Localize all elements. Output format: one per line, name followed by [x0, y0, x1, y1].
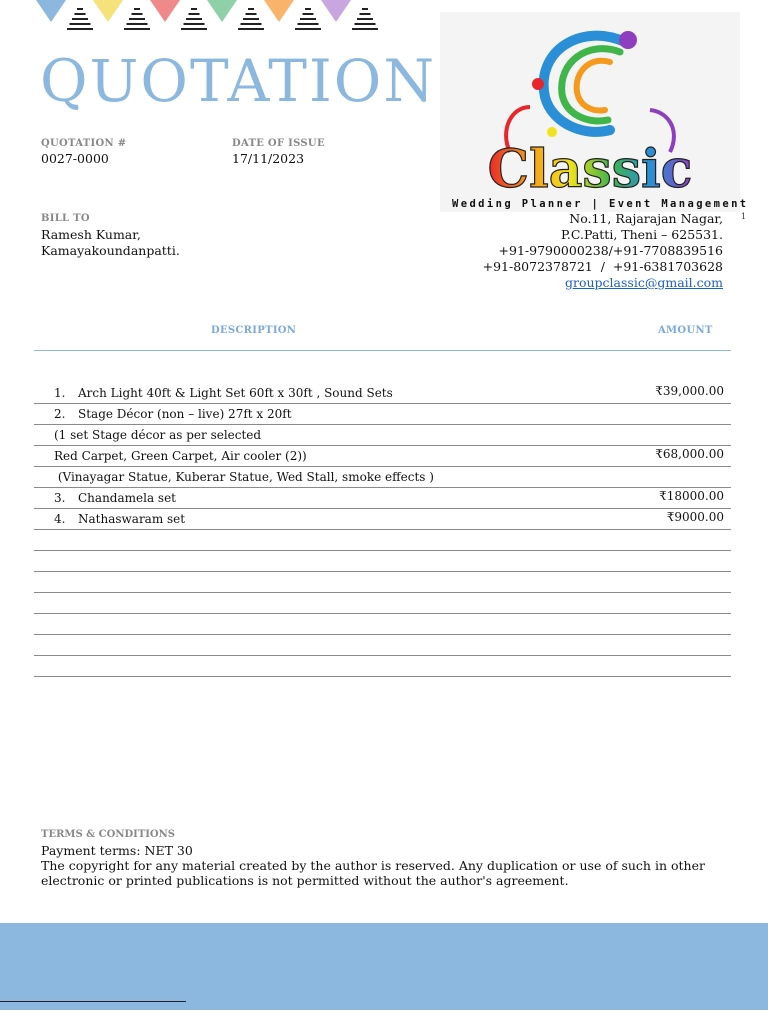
company-address — [483, 211, 723, 291]
bunting-flag — [264, 0, 294, 22]
table-row — [34, 509, 731, 530]
pyramid-icon — [181, 8, 207, 32]
item-description — [54, 512, 185, 526]
table-row — [34, 488, 731, 509]
pyramid-icon — [295, 8, 321, 32]
item-text: Red Carpet, Green Carpet, Air cooler (2)) — [54, 449, 307, 463]
terms-label: TERMS & CONDITIONS — [41, 829, 176, 840]
table-row — [34, 383, 731, 404]
phone-line-2: +91-8072378721 / +91-6381703628 — [482, 259, 723, 274]
item-number: 4. — [54, 512, 66, 526]
bill-to-label: BILL TO — [41, 213, 90, 224]
payment-terms: Payment terms: NET 30 — [41, 843, 193, 858]
item-description — [54, 386, 393, 400]
header-rule — [34, 350, 731, 351]
item-description — [54, 470, 434, 484]
item-text: Nathaswaram set — [78, 512, 186, 526]
pyramid-icon — [67, 8, 93, 32]
bunting-flag — [93, 0, 123, 22]
item-amount: ₹9000.00 — [666, 510, 724, 524]
pyramid-icon — [124, 8, 150, 32]
description-header: DESCRIPTION — [211, 325, 297, 336]
document-title: QUOTATION — [40, 47, 437, 115]
table-row — [34, 656, 731, 677]
item-description — [54, 491, 176, 505]
table-row — [34, 467, 731, 488]
bunting-flag — [36, 0, 66, 22]
item-number: 1. — [54, 386, 66, 400]
table-row — [34, 572, 731, 593]
table-row — [34, 446, 731, 467]
address-line-1: No.11, Rajarajan Nagar, — [569, 211, 723, 226]
terms-text — [41, 843, 721, 888]
item-description — [54, 449, 307, 463]
amount-header: AMOUNT — [658, 325, 713, 336]
item-amount: ₹68,000.00 — [655, 447, 724, 461]
pyramid-icon — [238, 8, 264, 32]
table-row — [34, 425, 731, 446]
table-row — [34, 404, 731, 425]
company-logo — [440, 12, 740, 212]
item-text: Arch Light 40ft & Light Set 60ft x 30ft , Sound Sets — [78, 386, 393, 400]
bill-to-name: Ramesh Kumar, — [41, 227, 141, 242]
quotation-number-label: QUOTATION # — [41, 138, 127, 149]
footnote-rule — [0, 1001, 186, 1002]
item-text: Stage Décor (non – live) 27ft x 20ft — [78, 407, 292, 421]
item-amount: ₹39,000.00 — [655, 384, 724, 398]
date-label: DATE OF ISSUE — [232, 138, 325, 149]
table-row — [34, 530, 731, 551]
email-link[interactable]: groupclassic@gmail.com — [565, 275, 723, 290]
footer-band — [0, 923, 768, 1010]
item-description — [54, 428, 261, 442]
phone-line-1: +91-9790000238/+91-7708839516 — [498, 243, 723, 258]
bill-to-place: Kamayakoundanpatti. — [41, 243, 180, 258]
table-row — [34, 593, 731, 614]
table-row — [34, 614, 731, 635]
address-line-2: P.C.Patti, Theni – 625531. — [561, 227, 723, 242]
item-description — [54, 407, 292, 421]
logo-wordmark: Classic — [487, 139, 693, 200]
item-amount: ₹18000.00 — [659, 489, 724, 503]
pyramid-icon — [352, 8, 378, 32]
item-text: (1 set Stage décor as per selected — [54, 428, 262, 442]
item-number: 3. — [54, 491, 66, 505]
copyright-notice: The copyright for any material created by the author is reserved. Any duplication or use of such in other electronic or printed publications is not permitted without the author's agreement. — [41, 858, 705, 888]
bunting-decoration — [30, 0, 390, 34]
date-value: 17/11/2023 — [232, 151, 305, 166]
quotation-number: 0027-0000 — [41, 151, 109, 166]
item-text: (Vinayagar Statue, Kuberar Statue, Wed Stall, smoke effects ) — [54, 470, 434, 484]
bunting-flag — [321, 0, 351, 22]
bunting-flag — [150, 0, 180, 22]
item-text: Chandamela set — [78, 491, 176, 505]
table-row — [34, 551, 731, 572]
item-number: 2. — [54, 407, 66, 421]
company-tagline: Wedding Planner | Event Management — [452, 198, 749, 210]
footnote-marker: 1 — [741, 212, 747, 221]
bunting-flag — [207, 0, 237, 22]
table-row — [34, 635, 731, 656]
